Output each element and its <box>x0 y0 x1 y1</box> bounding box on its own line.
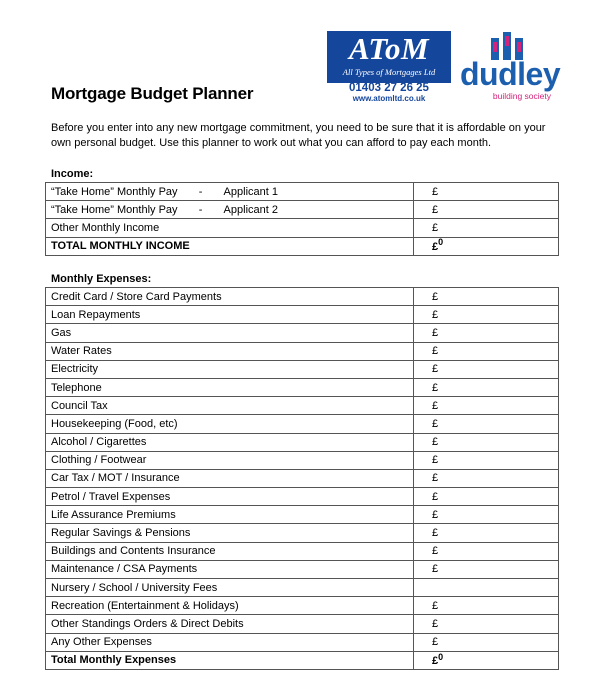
table-row <box>46 597 559 615</box>
row-label: Petrol / Travel Expenses <box>46 488 414 506</box>
row-label: “Take Home” Monthly Pay - Applicant 2 <box>46 201 414 219</box>
table-row <box>46 288 559 306</box>
total-row <box>46 237 559 255</box>
amount-field[interactable]: £ <box>414 469 559 487</box>
row-label: Housekeeping (Food, etc) <box>46 415 414 433</box>
row-label: Nursery / School / University Fees <box>46 579 414 597</box>
table-row <box>46 219 559 237</box>
row-label: Car Tax / MOT / Insurance <box>46 469 414 487</box>
amount-field[interactable]: £ <box>414 433 559 451</box>
amount-field[interactable]: £ <box>414 560 559 578</box>
table-row <box>46 342 559 360</box>
row-label: TOTAL MONTHLY INCOME <box>46 237 414 255</box>
expenses-table <box>45 287 559 670</box>
dudley-logo-tagline: building society <box>492 91 551 101</box>
row-label: Maintenance / CSA Payments <box>46 560 414 578</box>
atom-logo <box>327 31 451 83</box>
amount-field[interactable]: £ <box>414 183 559 201</box>
table-row <box>46 433 559 451</box>
row-label: Clothing / Footwear <box>46 451 414 469</box>
table-row <box>46 306 559 324</box>
row-label: Council Tax <box>46 397 414 415</box>
amount-field[interactable]: £ <box>414 451 559 469</box>
total-amount: £$^0$ <box>414 237 559 255</box>
row-label: Other Standings Orders & Direct Debits <box>46 615 414 633</box>
table-row <box>46 469 559 487</box>
table-row <box>46 201 559 219</box>
table-row <box>46 506 559 524</box>
amount-field[interactable] <box>414 579 559 597</box>
atom-logo-brand: AToM <box>348 31 430 66</box>
amount-field[interactable]: £ <box>414 342 559 360</box>
row-label: Water Rates <box>46 342 414 360</box>
row-label: Any Other Expenses <box>46 633 414 651</box>
dudley-logo-name: dudley <box>460 56 561 92</box>
table-row <box>46 615 559 633</box>
row-label: Total Monthly Expenses <box>46 651 414 669</box>
row-label: Recreation (Entertainment & Holidays) <box>46 597 414 615</box>
amount-field[interactable]: £ <box>414 306 559 324</box>
row-label: Regular Savings & Pensions <box>46 524 414 542</box>
income-section-label: Income: <box>51 168 94 180</box>
row-label: Other Monthly Income <box>46 219 414 237</box>
expense-rows <box>46 288 559 652</box>
amount-field[interactable]: £ <box>414 324 559 342</box>
table-row <box>46 579 559 597</box>
table-row <box>46 488 559 506</box>
table-row <box>46 183 559 201</box>
atom-phone: 01403 27 26 25 <box>349 82 429 94</box>
row-label: Loan Repayments <box>46 306 414 324</box>
table-row <box>46 542 559 560</box>
intro-paragraph: Before you enter into any new mortgage commitment, you need to be sure that it is affordable on your own personal budget. Use this planner to work out what you can afford to pay each month. <box>51 122 546 149</box>
row-label: Credit Card / Store Card Payments <box>46 288 414 306</box>
income-table <box>45 182 559 256</box>
row-label: Telephone <box>46 378 414 396</box>
amount-field[interactable]: £ <box>414 288 559 306</box>
table-row <box>46 378 559 396</box>
amount-field[interactable]: £ <box>414 378 559 396</box>
amount-field[interactable]: £ <box>414 524 559 542</box>
page-title: Mortgage Budget Planner <box>51 84 254 103</box>
table-row <box>46 633 559 651</box>
amount-field[interactable]: £ <box>414 201 559 219</box>
table-row <box>46 451 559 469</box>
total-amount: £$^0$ <box>414 651 559 669</box>
amount-field[interactable]: £ <box>414 633 559 651</box>
row-label: Buildings and Contents Insurance <box>46 542 414 560</box>
amount-field[interactable]: £ <box>414 488 559 506</box>
table-row <box>46 324 559 342</box>
amount-field[interactable]: £ <box>414 360 559 378</box>
amount-field[interactable]: £ <box>414 615 559 633</box>
row-label: Alcohol / Cigarettes <box>46 433 414 451</box>
row-label: Gas <box>46 324 414 342</box>
expenses-section-label: Monthly Expenses: <box>51 273 152 285</box>
total-row <box>46 651 559 669</box>
row-label: “Take Home” Monthly Pay - Applicant 1 <box>46 183 414 201</box>
row-label: Electricity <box>46 360 414 378</box>
table-row <box>46 524 559 542</box>
amount-field[interactable]: £ <box>414 397 559 415</box>
atom-website: www.atomltd.co.uk <box>352 94 426 103</box>
amount-field[interactable]: £ <box>414 542 559 560</box>
atom-logo-tagline: All Types of Mortgages Ltd <box>342 67 436 77</box>
amount-field[interactable]: £ <box>414 597 559 615</box>
amount-field[interactable]: £ <box>414 219 559 237</box>
table-row <box>46 415 559 433</box>
row-label: Life Assurance Premiums <box>46 506 414 524</box>
amount-field[interactable]: £ <box>414 506 559 524</box>
table-row <box>46 560 559 578</box>
table-row <box>46 397 559 415</box>
table-row <box>46 360 559 378</box>
amount-field[interactable]: £ <box>414 415 559 433</box>
